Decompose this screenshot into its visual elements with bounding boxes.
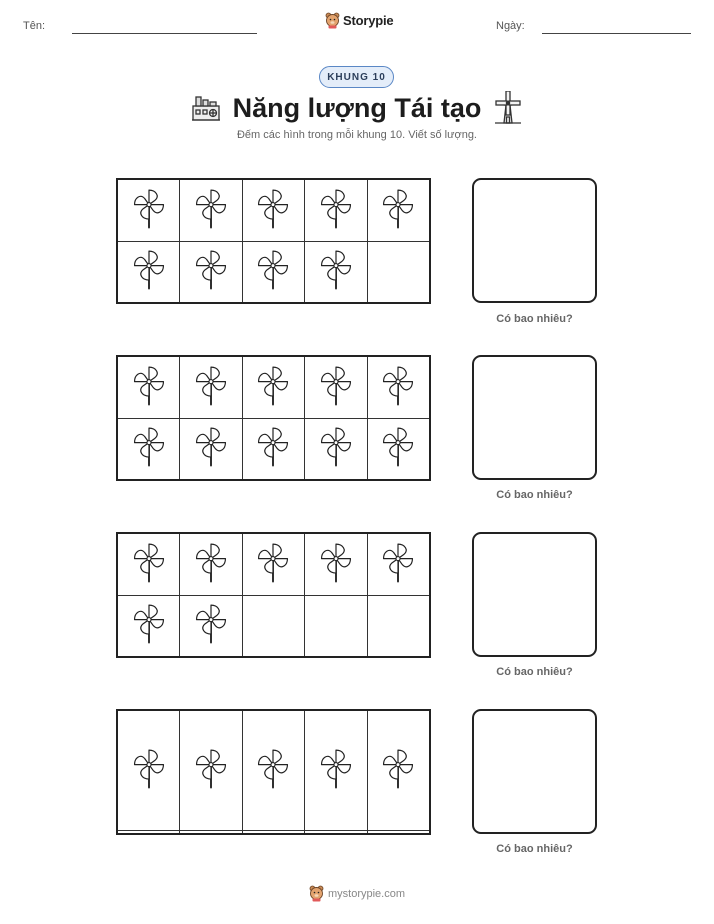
frame-cell (367, 710, 430, 830)
frame-cell (117, 533, 180, 595)
frame-cell (242, 533, 305, 595)
ten-frame-3 (116, 532, 431, 658)
ten-frame-1 (116, 178, 431, 304)
frame-cell (367, 418, 430, 480)
frame-cell (305, 179, 368, 241)
answer-box-3[interactable] (472, 532, 597, 657)
frame-cell (117, 418, 180, 480)
frame-cell (242, 830, 305, 834)
pinwheel-icon (132, 364, 166, 406)
frame-cell (367, 533, 430, 595)
pinwheel-icon (381, 541, 415, 583)
date-line[interactable] (542, 33, 691, 34)
frame-cell (180, 595, 243, 657)
pinwheel-icon (256, 248, 290, 290)
pinwheel-icon (194, 747, 228, 789)
date-label: Ngày: (496, 20, 525, 32)
pinwheel-icon (319, 187, 353, 229)
frame-cell (242, 179, 305, 241)
pinwheel-icon (194, 187, 228, 229)
frame-cell (305, 241, 368, 303)
instructions: Đếm các hình trong mỗi khung 10. Viết số lượng. (236, 129, 477, 141)
frame-cell (242, 241, 305, 303)
frame-cell (180, 710, 243, 830)
pinwheel-icon (256, 541, 290, 583)
ten-frame-grid (116, 355, 431, 481)
ten-frame-grid (116, 178, 431, 304)
question-label-3: Có bao nhiêu? (496, 666, 573, 678)
pinwheel-icon (381, 747, 415, 789)
pinwheel-icon (381, 364, 415, 406)
pinwheel-icon (132, 541, 166, 583)
name-label: Tên: (23, 20, 46, 32)
frame-cell (242, 418, 305, 480)
frame-cell (305, 595, 368, 657)
frame-cell (367, 356, 430, 418)
pinwheel-icon (132, 747, 166, 789)
pinwheel-icon (381, 187, 415, 229)
frame-cell (180, 830, 243, 834)
windmill-icon (493, 91, 523, 125)
pinwheel-icon (256, 747, 290, 789)
question-label-2: Có bao nhiêu? (496, 489, 573, 501)
frame-cell (117, 179, 180, 241)
frame-cell (367, 595, 430, 657)
pinwheel-icon (132, 187, 166, 229)
answer-box-1[interactable] (472, 178, 597, 303)
bear-icon (309, 885, 324, 902)
bear-icon (325, 12, 340, 29)
frame-cell (117, 595, 180, 657)
frame-cell (305, 710, 368, 830)
frame-cell (305, 533, 368, 595)
pinwheel-icon (256, 364, 290, 406)
frame-cell (180, 241, 243, 303)
frame-cell (180, 179, 243, 241)
frame-cell (305, 418, 368, 480)
question-label-4: Có bao nhiêu? (496, 843, 573, 855)
page-title: Năng lượng Tái tạo (232, 92, 482, 123)
frame-cell (367, 179, 430, 241)
pinwheel-icon (132, 425, 166, 467)
ten-frame-grid (116, 532, 431, 658)
pinwheel-icon (319, 248, 353, 290)
pinwheel-icon (319, 541, 353, 583)
question-label-1: Có bao nhiêu? (496, 313, 573, 325)
pinwheel-icon (194, 602, 228, 644)
pinwheel-icon (256, 187, 290, 229)
pinwheel-icon (194, 248, 228, 290)
frame-cell (242, 356, 305, 418)
footer (0, 885, 714, 902)
brand-name: Storypie (343, 13, 394, 28)
ten-frame-grid (116, 709, 431, 835)
pinwheel-icon (132, 602, 166, 644)
frame-type-badge: KHUNG 10 (319, 66, 394, 88)
brand-logo (325, 12, 393, 29)
frame-cell (117, 241, 180, 303)
frame-cell (242, 595, 305, 657)
pinwheel-icon (194, 364, 228, 406)
title-row (0, 88, 714, 128)
frame-cell (242, 710, 305, 830)
pinwheel-icon (319, 364, 353, 406)
pinwheel-icon (132, 248, 166, 290)
pinwheel-icon (256, 425, 290, 467)
frame-cell (367, 241, 430, 303)
frame-cell (117, 710, 180, 830)
pinwheel-icon (319, 425, 353, 467)
frame-cell (117, 830, 180, 834)
footer-url: mystorypie.com (327, 887, 406, 900)
answer-box-2[interactable] (472, 355, 597, 480)
pinwheel-icon (194, 425, 228, 467)
frame-cell (305, 830, 368, 834)
pinwheel-icon (194, 541, 228, 583)
answer-box-4[interactable] (472, 709, 597, 834)
frame-cell (180, 533, 243, 595)
frame-cell (305, 356, 368, 418)
pinwheel-icon (319, 747, 353, 789)
pinwheel-icon (381, 425, 415, 467)
frame-cell (180, 356, 243, 418)
name-line[interactable] (72, 33, 257, 34)
ten-frame-2 (116, 355, 431, 481)
frame-cell (367, 830, 430, 834)
factory-icon (191, 93, 221, 123)
ten-frame-4 (116, 709, 431, 835)
frame-cell (117, 356, 180, 418)
frame-cell (180, 418, 243, 480)
